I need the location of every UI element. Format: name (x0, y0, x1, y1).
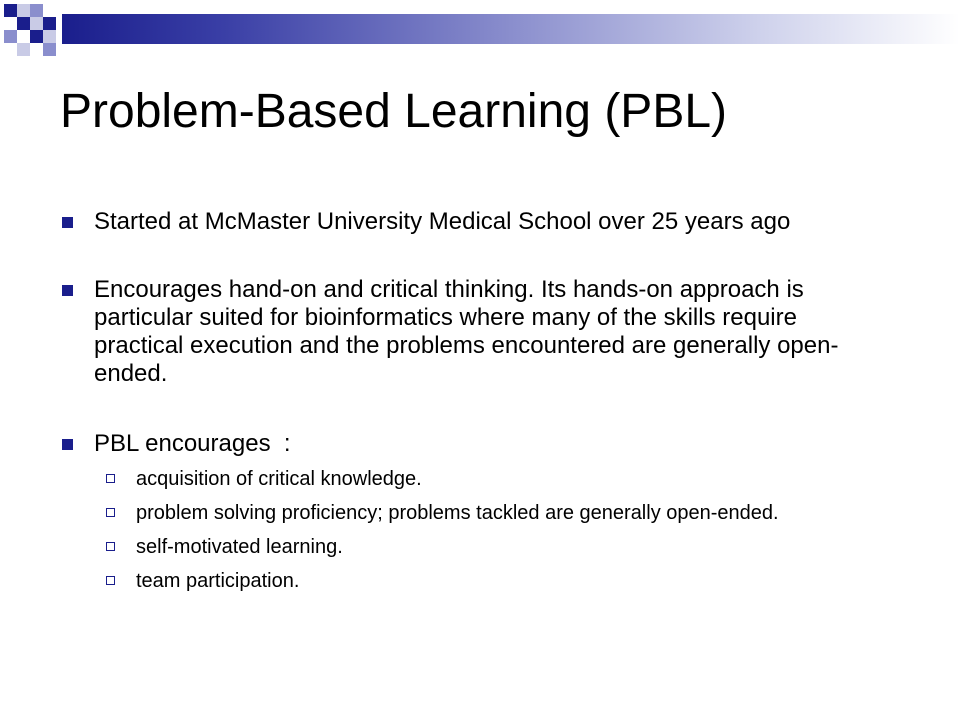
bullet-text: Started at McMaster University Medical School over 25 years ago (94, 208, 791, 235)
sub-bullet-item (104, 536, 860, 559)
sub-bullet-text: acquisition of critical knowledge. (136, 468, 422, 490)
hollow-square-icon (106, 542, 115, 551)
sub-bullet-list (60, 468, 860, 593)
deco-square (4, 4, 17, 17)
deco-square (43, 17, 56, 30)
bullet-item (60, 276, 860, 388)
bullet-text: PBL encourages : (94, 430, 291, 457)
sub-bullet-text: problem solving proficiency; problems tackled are generally open-ended. (136, 502, 779, 524)
deco-square (30, 30, 43, 43)
bullet-item (60, 430, 860, 458)
deco-square (30, 17, 43, 30)
deco-square (17, 17, 30, 30)
deco-square (17, 43, 30, 56)
sub-bullet-item (104, 570, 860, 593)
sub-bullet-item (104, 502, 860, 525)
hollow-square-icon (106, 474, 115, 483)
deco-square (30, 4, 43, 17)
header-decoration (0, 0, 960, 60)
slide-title: Problem-Based Learning (PBL) (60, 85, 728, 138)
sub-bullet-text: self-motivated learning. (136, 536, 343, 558)
hollow-square-icon (106, 576, 115, 585)
filled-square-icon (62, 439, 73, 450)
bullet-text: Encourages hand-on and critical thinking. Its hands-on approach is particular suited for bioinformatics where many of the skills require practical execution and the problems encountered are generally open-ended. (94, 276, 839, 387)
filled-square-icon (62, 285, 73, 296)
filled-square-icon (62, 217, 73, 228)
deco-square (17, 4, 30, 17)
bullet-item (60, 208, 860, 236)
slide-content (60, 208, 860, 604)
header-gradient-bar (62, 14, 960, 44)
sub-bullet-item (104, 468, 860, 491)
deco-square (43, 43, 56, 56)
hollow-square-icon (106, 508, 115, 517)
deco-square (43, 30, 56, 43)
sub-bullet-text: team participation. (136, 570, 300, 592)
deco-square (4, 30, 17, 43)
